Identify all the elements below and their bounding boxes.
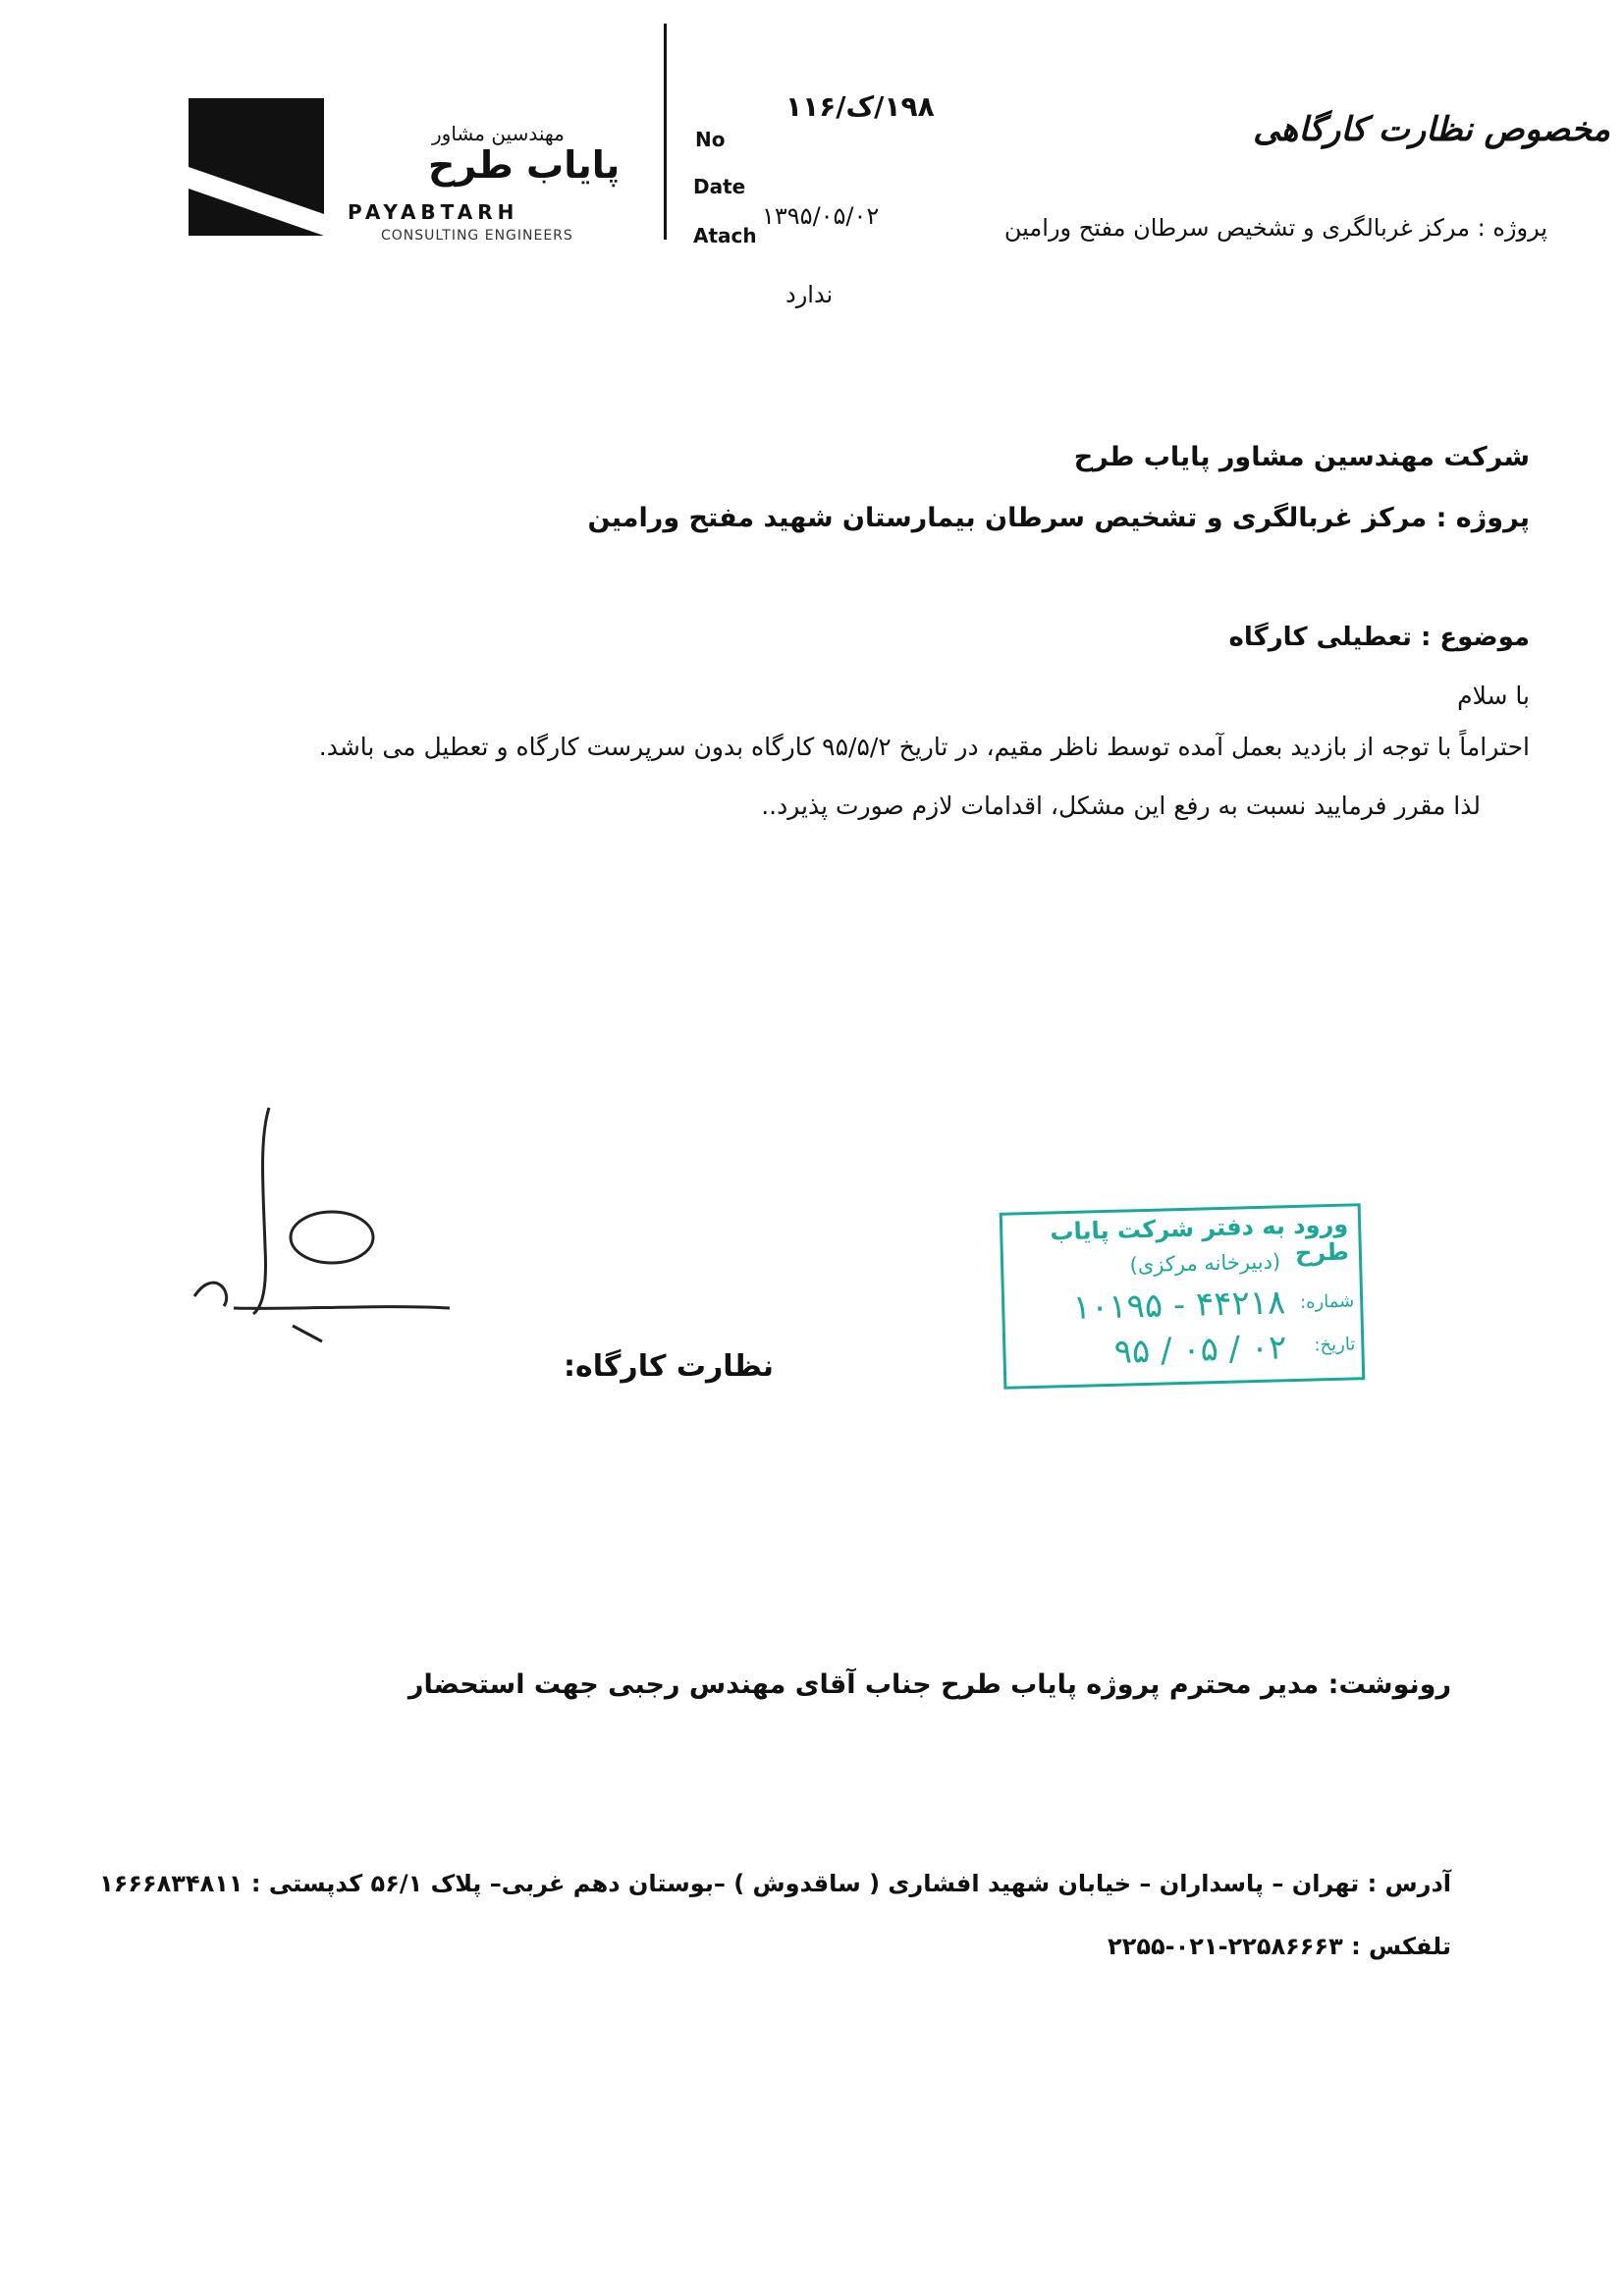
stamp-date: ۹۵ / ۰۵ / ۰۲	[1113, 1328, 1287, 1372]
stamp-number: ۱۰۱۹۵ - ۴۴۲۱۸	[1072, 1283, 1286, 1328]
footer-fax: تلفکس : ۲۲۵۸۶۶۶۳-۰۲۱-۲۲۵۵	[1108, 1933, 1451, 1960]
incoming-stamp	[1000, 1203, 1366, 1390]
recipient-company: شرکت مهندسین مشاور پایاب طرح	[1073, 442, 1530, 472]
signature-label: نظارت کارگاه:	[564, 1349, 775, 1384]
label-no: No	[695, 128, 726, 151]
letter-date: ۱۳۹۵/۰۵/۰۲	[762, 202, 880, 230]
logo-english-subtitle: CONSULTING ENGINEERS	[381, 228, 573, 244]
handwritten-signature	[185, 1100, 460, 1375]
greeting: با سلام	[1457, 682, 1530, 710]
body-paragraph-1: احتراماً با توجه از بازدید بعمل آمده توسط ناظر مقیم، در تاریخ ۹۵/۵/۲ کارگاه بدون سرپرست کارگاه و تعطیل می باشد.	[318, 733, 1530, 761]
footer-address: آدرس : تهران – پاسداران – خیابان شهید افشاری ( ساقدوش ) –بوستان دهم غربی– پلاک ۵۶/۱ کدپستی : ۱۶۶۶۸۳۴۸۱۱	[99, 1870, 1451, 1897]
subject-line: موضوع : تعطیلی کارگاه	[1228, 623, 1530, 652]
attachment-value: ندارد	[785, 281, 834, 308]
cc-line: رونوشت: مدیر محترم پروژه پایاب طرح جناب آقای مهندس رجبی جهت استحضار	[407, 1669, 1451, 1700]
stamp-date-label: تاریخ:	[1314, 1334, 1356, 1356]
stamp-subtitle: (دبیرخانه مرکزی)	[1129, 1249, 1281, 1278]
stamp-number-label: شماره:	[1299, 1290, 1355, 1313]
body-paragraph-2: لذا مقرر فرمایید نسبت به رفع این مشکل، اقدامات لازم صورت پذیرد..	[761, 792, 1481, 820]
payabtarh-logo-mark	[189, 98, 324, 236]
label-date: Date	[693, 175, 746, 198]
logo-english-name: PAYABTARH	[348, 200, 519, 224]
header-project-line: پروژه : مرکز غربالگری و تشخیص سرطان مفتح ورامین	[1003, 214, 1547, 242]
label-atach: Atach	[693, 224, 757, 247]
logo-persian-name: پایاب طرح	[428, 143, 621, 187]
logo-persian-subtitle: مهندسین مشاور	[432, 122, 565, 145]
stamp-title: ورود به دفتر شرکت پایاب طرح	[1050, 1210, 1350, 1267]
letter-number: ۱۹۸/ک/۱۱۶	[785, 90, 935, 123]
supervision-title: مخصوص نظارت کارگاهی	[1253, 110, 1610, 149]
project-title: پروژه : مرکز غربالگری و تشخیص سرطان بیمارستان شهید مفتح ورامین	[587, 503, 1530, 533]
header-divider	[664, 24, 667, 240]
